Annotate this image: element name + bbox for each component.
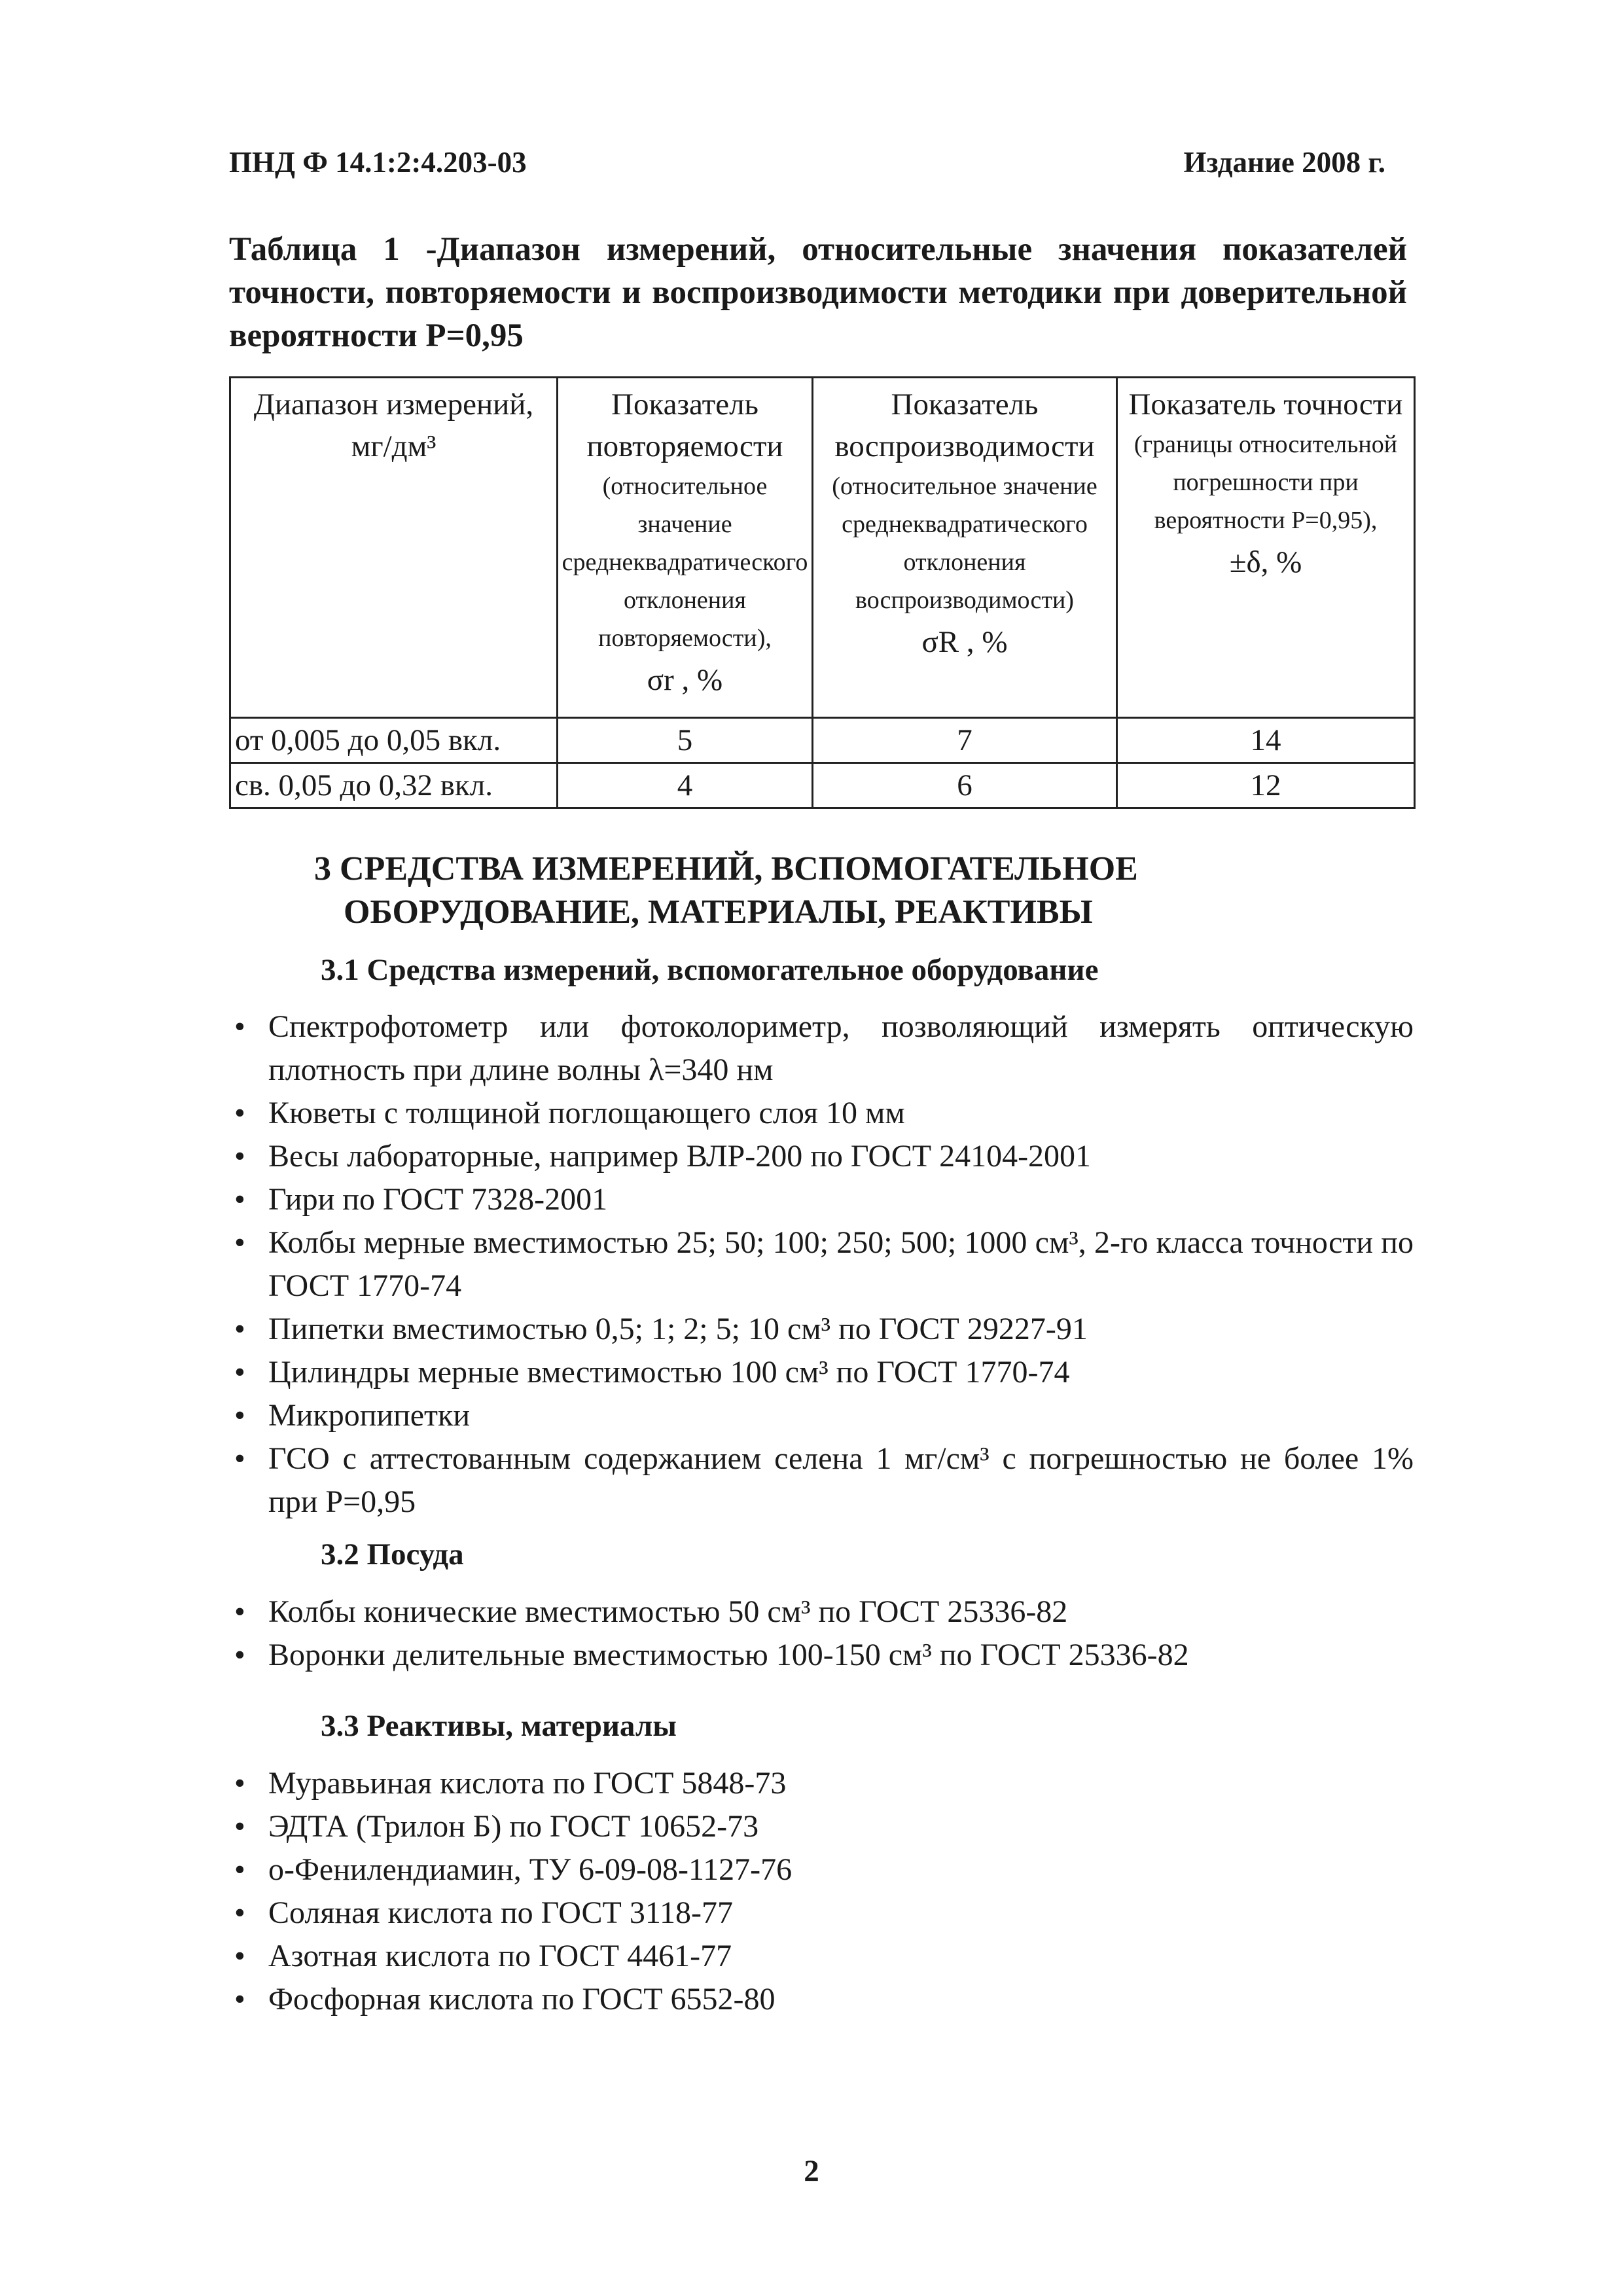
table-row <box>230 718 1415 763</box>
list-item: • о-Фенилендиамин, ТУ 6-09-08-1127-76 <box>229 1848 1414 1892</box>
section-3-title <box>314 848 1427 934</box>
page-number: 2 <box>804 2154 819 2188</box>
col-title: Показатель повторяемости <box>586 387 783 463</box>
section-3-title-line2: ОБОРУДОВАНИЕ, МАТЕРИАЛЫ, РЕАКТИВЫ <box>344 893 1093 931</box>
list-item: • Муравьиная кислота по ГОСТ 5848-73 <box>229 1762 1414 1805</box>
subsection-3-3-title: 3.3 Реактивы, материалы <box>321 1709 677 1743</box>
cell-accuracy: 14 <box>1117 718 1415 763</box>
list-item: • Гири по ГОСТ 7328-2001 <box>229 1178 1414 1221</box>
bullet-icon: • <box>234 1398 245 1433</box>
edition-label: Издание 2008 г. <box>1183 146 1385 179</box>
list-item: • Колбы мерные вместимостью 25; 50; 100; 250; 500; 1000 см³, 2-го класса точности по ГОСТ 1770-74 <box>229 1221 1414 1308</box>
col-header-range <box>230 378 558 718</box>
bullet-icon: • <box>234 1355 245 1390</box>
bullet-icon: • <box>234 1182 245 1217</box>
document-code: ПНД Ф 14.1:2:4.203-03 <box>229 146 527 179</box>
list-item: • Соляная кислота по ГОСТ 3118-77 <box>229 1892 1414 1935</box>
list-item: • Колбы конические вместимостью 50 см³ по ГОСТ 25336-82 <box>229 1590 1414 1634</box>
col-symbol: σr , % <box>647 663 723 697</box>
subsection-3-2-title: 3.2 Посуда <box>321 1537 464 1571</box>
list-item: • Кюветы с толщиной поглощающего слоя 10 мм <box>229 1092 1414 1135</box>
table-header-row <box>230 378 1415 718</box>
table-row <box>230 763 1415 808</box>
col-title: Показатель воспроизводимости <box>834 387 1095 463</box>
col-header-accuracy <box>1117 378 1415 718</box>
cell-reproducibility: 6 <box>813 763 1117 808</box>
list-item: • ГСО с аттестованным содержанием селена 1 мг/см³ с погрешностью не более 1% при Р=0,95 <box>229 1437 1414 1524</box>
list-item: • Спектрофотометр или фотоколориметр, позволяющий измерять оптическую плотность при длине волны λ=340 нм <box>229 1005 1414 1092</box>
reagents-list <box>229 1762 1414 2021</box>
col-header-reproducibility <box>813 378 1117 718</box>
bullet-icon: • <box>234 1766 245 1801</box>
col-symbol: σR , % <box>921 625 1008 659</box>
bullet-icon: • <box>234 1982 245 2017</box>
col-header-repeatability <box>558 378 813 718</box>
bullet-icon: • <box>234 1638 245 1672</box>
col-symbol: ±δ, % <box>1229 545 1302 579</box>
col-note: (относительное значение среднеквадратического отклонения повторяемости), <box>562 473 808 652</box>
measurement-equipment-list <box>229 1005 1414 1524</box>
bullet-icon: • <box>234 1096 245 1130</box>
bullet-icon: • <box>234 1312 245 1346</box>
cell-reproducibility: 7 <box>813 718 1117 763</box>
table-caption: Таблица 1 -Диапазон измерений, относительные значения показателей точности, повторяемости и воспроизводимости методики при доверительной вероятности Р=0,95 <box>229 231 1407 354</box>
cell-range: св. 0,05 до 0,32 вкл. <box>230 763 558 808</box>
bullet-icon: • <box>234 1939 245 1973</box>
list-item: • Микропипетки <box>229 1394 1414 1437</box>
col-note: (относительное значение среднеквадратического отклонения воспроизводимости) <box>832 473 1097 614</box>
cell-repeatability: 4 <box>558 763 813 808</box>
bullet-icon: • <box>234 1809 245 1844</box>
col-note: (границы относительной погрешности при вероятности Р=0,95), <box>1133 431 1398 534</box>
bullet-icon: • <box>234 1594 245 1629</box>
bullet-icon: • <box>234 1009 245 1044</box>
cell-accuracy: 12 <box>1117 763 1415 808</box>
list-item: • Весы лабораторные, например ВЛР-200 по ГОСТ 24104-2001 <box>229 1135 1414 1178</box>
bullet-icon: • <box>234 1139 245 1174</box>
cell-repeatability: 5 <box>558 718 813 763</box>
glassware-list <box>229 1590 1414 1677</box>
subsection-3-1-title: 3.1 Средства измерений, вспомогательное оборудование <box>321 953 1099 987</box>
list-item: • Азотная кислота по ГОСТ 4461-77 <box>229 1935 1414 1978</box>
col-title: Диапазон измерений, мг/дм³ <box>253 387 534 463</box>
bullet-icon: • <box>234 1895 245 1930</box>
list-item: • Воронки делительные вместимостью 100-150 см³ по ГОСТ 25336-82 <box>229 1634 1414 1677</box>
list-item: • Пипетки вместимостью 0,5; 1; 2; 5; 10 см³ по ГОСТ 29227-91 <box>229 1308 1414 1351</box>
bullet-icon: • <box>234 1225 245 1260</box>
cell-range: от 0,005 до 0,05 вкл. <box>230 718 558 763</box>
section-3-title-line1: 3 СРЕДСТВА ИЗМЕРЕНИЙ, ВСПОМОГАТЕЛЬНОЕ <box>314 850 1138 888</box>
bullet-icon: • <box>234 1441 245 1476</box>
accuracy-table <box>229 376 1416 809</box>
bullet-icon: • <box>234 1852 245 1887</box>
list-item: • Фосфорная кислота по ГОСТ 6552-80 <box>229 1978 1414 2021</box>
list-item: • ЭДТА (Трилон Б) по ГОСТ 10652-73 <box>229 1805 1414 1848</box>
col-title: Показатель точности <box>1128 387 1403 422</box>
list-item: • Цилиндры мерные вместимостью 100 см³ по ГОСТ 1770-74 <box>229 1351 1414 1394</box>
